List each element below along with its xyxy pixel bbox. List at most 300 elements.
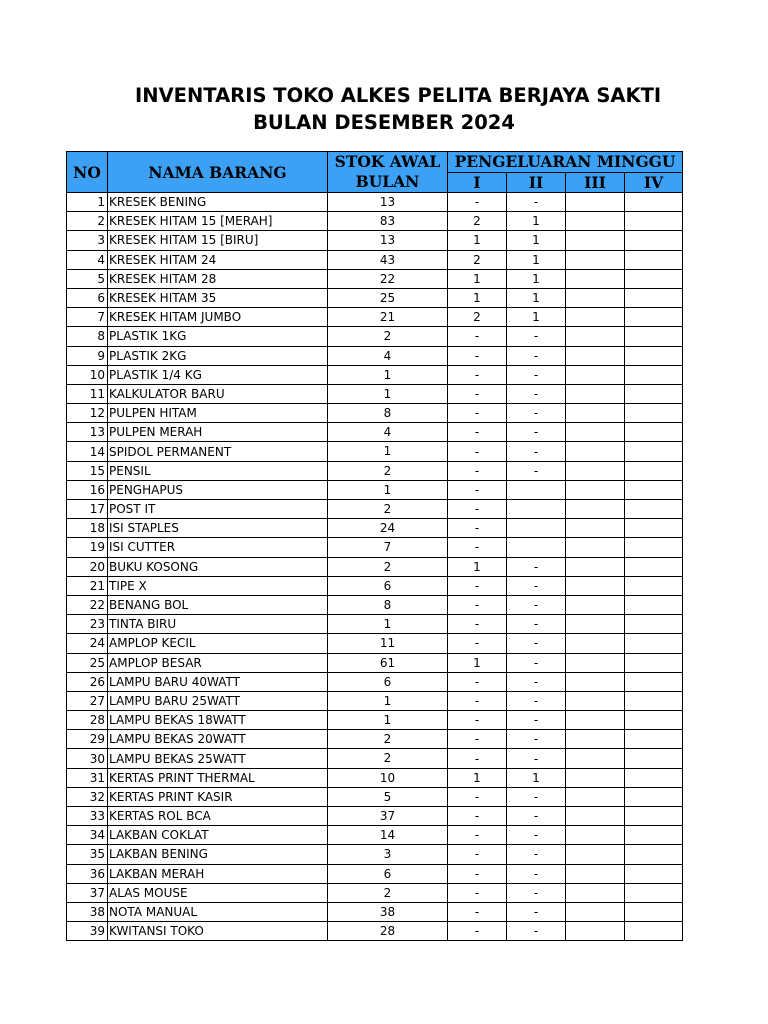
row-week-1: 2 — [448, 308, 507, 327]
row-week-3 — [566, 749, 625, 768]
row-week-1: 2 — [448, 250, 507, 269]
row-week-4 — [625, 404, 683, 423]
table-row — [67, 500, 683, 519]
row-name: PENGHAPUS — [108, 480, 328, 499]
row-stok: 2 — [328, 461, 448, 480]
row-stok: 14 — [328, 826, 448, 845]
row-week-4 — [625, 193, 683, 212]
row-week-3 — [566, 288, 625, 307]
table-row — [67, 787, 683, 806]
row-stok: 13 — [328, 193, 448, 212]
table-row — [67, 922, 683, 941]
row-no: 18 — [67, 519, 108, 538]
row-week-1: - — [448, 902, 507, 921]
row-no: 38 — [67, 902, 108, 921]
table-row — [67, 883, 683, 902]
row-name: SPIDOL PERMANENT — [108, 442, 328, 461]
row-week-3 — [566, 519, 625, 538]
row-no: 7 — [67, 308, 108, 327]
row-week-1: - — [448, 461, 507, 480]
row-week-3 — [566, 826, 625, 845]
row-name: LAMPU BEKAS 20WATT — [108, 730, 328, 749]
row-week-3 — [566, 461, 625, 480]
row-week-4 — [625, 557, 683, 576]
row-week-1: - — [448, 346, 507, 365]
row-week-2: 1 — [507, 212, 566, 231]
row-no: 27 — [67, 691, 108, 710]
row-stok: 4 — [328, 346, 448, 365]
row-name: BENANG BOL — [108, 595, 328, 614]
row-week-1: - — [448, 787, 507, 806]
header-nama-barang: NAMA BARANG — [108, 152, 328, 193]
row-stok: 2 — [328, 749, 448, 768]
row-stok: 38 — [328, 902, 448, 921]
table-body — [67, 193, 683, 941]
row-stok: 1 — [328, 384, 448, 403]
row-week-2: 1 — [507, 308, 566, 327]
row-no: 33 — [67, 807, 108, 826]
row-stok: 1 — [328, 480, 448, 499]
row-week-3 — [566, 231, 625, 250]
row-week-1: 2 — [448, 212, 507, 231]
row-week-2 — [507, 519, 566, 538]
row-week-1: - — [448, 711, 507, 730]
row-week-1: - — [448, 826, 507, 845]
row-stok: 8 — [328, 404, 448, 423]
row-stok: 21 — [328, 308, 448, 327]
row-week-2: - — [507, 634, 566, 653]
row-week-3 — [566, 615, 625, 634]
row-week-4 — [625, 845, 683, 864]
row-week-1: - — [448, 864, 507, 883]
row-name: PLASTIK 1KG — [108, 327, 328, 346]
row-no: 34 — [67, 826, 108, 845]
row-no: 8 — [67, 327, 108, 346]
row-week-4 — [625, 787, 683, 806]
row-week-1: - — [448, 538, 507, 557]
row-week-2: - — [507, 807, 566, 826]
row-week-1: - — [448, 519, 507, 538]
row-week-4 — [625, 308, 683, 327]
row-week-4 — [625, 365, 683, 384]
row-stok: 24 — [328, 519, 448, 538]
row-week-2: - — [507, 442, 566, 461]
row-no: 28 — [67, 711, 108, 730]
row-no: 13 — [67, 423, 108, 442]
row-week-1: - — [448, 730, 507, 749]
row-week-1: - — [448, 404, 507, 423]
row-name: POST IT — [108, 500, 328, 519]
table-row — [67, 193, 683, 212]
row-week-1: - — [448, 615, 507, 634]
table-row — [67, 845, 683, 864]
row-week-1: - — [448, 193, 507, 212]
row-week-3 — [566, 691, 625, 710]
row-no: 11 — [67, 384, 108, 403]
row-stok: 8 — [328, 595, 448, 614]
row-week-4 — [625, 768, 683, 787]
row-no: 9 — [67, 346, 108, 365]
table-row — [67, 269, 683, 288]
row-week-2: - — [507, 902, 566, 921]
row-no: 35 — [67, 845, 108, 864]
row-week-2 — [507, 480, 566, 499]
row-no: 39 — [67, 922, 108, 941]
row-week-4 — [625, 327, 683, 346]
row-name: KERTAS ROL BCA — [108, 807, 328, 826]
title-line-1-clip — [0, 82, 681, 109]
row-week-4 — [625, 231, 683, 250]
row-week-3 — [566, 557, 625, 576]
row-week-1: 1 — [448, 288, 507, 307]
row-no: 23 — [67, 615, 108, 634]
table-row — [67, 864, 683, 883]
row-stok: 11 — [328, 634, 448, 653]
row-stok: 13 — [328, 231, 448, 250]
row-week-2: - — [507, 883, 566, 902]
row-week-4 — [625, 346, 683, 365]
row-week-3 — [566, 250, 625, 269]
row-no: 3 — [67, 231, 108, 250]
row-week-1: - — [448, 480, 507, 499]
row-week-3 — [566, 845, 625, 864]
table-row — [67, 519, 683, 538]
row-week-1: 1 — [448, 231, 507, 250]
row-week-1: - — [448, 922, 507, 941]
row-week-2: - — [507, 384, 566, 403]
table-row — [67, 653, 683, 672]
header-week-3: III — [566, 172, 625, 193]
row-name: KWITANSI TOKO — [108, 922, 328, 941]
row-no: 6 — [67, 288, 108, 307]
row-name: LAMPU BEKAS 25WATT — [108, 749, 328, 768]
header-no: NO — [67, 152, 108, 193]
row-stok: 28 — [328, 922, 448, 941]
header-week-2: II — [507, 172, 566, 193]
row-week-3 — [566, 538, 625, 557]
row-name: AMPLOP KECIL — [108, 634, 328, 653]
row-week-4 — [625, 461, 683, 480]
row-name: TIPE X — [108, 576, 328, 595]
row-week-2: - — [507, 615, 566, 634]
row-no: 2 — [67, 212, 108, 231]
row-week-3 — [566, 308, 625, 327]
row-week-3 — [566, 269, 625, 288]
row-week-3 — [566, 404, 625, 423]
row-stok: 43 — [328, 250, 448, 269]
row-name: PLASTIK 2KG — [108, 346, 328, 365]
row-name: NOTA MANUAL — [108, 902, 328, 921]
row-stok: 6 — [328, 864, 448, 883]
row-week-2: - — [507, 749, 566, 768]
table-row — [67, 212, 683, 231]
row-name: PULPEN MERAH — [108, 423, 328, 442]
row-week-4 — [625, 500, 683, 519]
row-no: 30 — [67, 749, 108, 768]
row-no: 31 — [67, 768, 108, 787]
row-week-4 — [625, 480, 683, 499]
row-week-2: 1 — [507, 250, 566, 269]
header-pengeluaran: PENGELUARAN MINGGU — [448, 152, 683, 173]
row-name: PULPEN HITAM — [108, 404, 328, 423]
header-stok-awal-line2: BULAN — [355, 172, 420, 191]
row-no: 20 — [67, 557, 108, 576]
row-week-3 — [566, 768, 625, 787]
row-week-1: - — [448, 845, 507, 864]
row-stok: 37 — [328, 807, 448, 826]
row-week-4 — [625, 423, 683, 442]
row-week-1: - — [448, 807, 507, 826]
row-week-4 — [625, 749, 683, 768]
row-week-3 — [566, 672, 625, 691]
row-week-4 — [625, 672, 683, 691]
row-week-2: - — [507, 346, 566, 365]
row-no: 5 — [67, 269, 108, 288]
table-row — [67, 346, 683, 365]
row-week-3 — [566, 480, 625, 499]
row-week-4 — [625, 711, 683, 730]
row-week-4 — [625, 269, 683, 288]
table-row — [67, 365, 683, 384]
row-name: ISI CUTTER — [108, 538, 328, 557]
row-no: 22 — [67, 595, 108, 614]
row-name: LAMPU BARU 25WATT — [108, 691, 328, 710]
row-week-2: - — [507, 730, 566, 749]
row-name: BUKU KOSONG — [108, 557, 328, 576]
row-week-3 — [566, 883, 625, 902]
row-week-4 — [625, 730, 683, 749]
row-week-2: 1 — [507, 768, 566, 787]
row-week-2: - — [507, 404, 566, 423]
table-row — [67, 288, 683, 307]
table-row — [67, 461, 683, 480]
row-name: KRESEK HITAM JUMBO — [108, 308, 328, 327]
row-week-1: - — [448, 883, 507, 902]
row-week-1: - — [448, 500, 507, 519]
row-week-2: - — [507, 672, 566, 691]
row-week-4 — [625, 384, 683, 403]
row-stok: 6 — [328, 672, 448, 691]
row-week-3 — [566, 365, 625, 384]
row-week-2 — [507, 538, 566, 557]
row-week-3 — [566, 634, 625, 653]
row-week-4 — [625, 519, 683, 538]
row-week-4 — [625, 864, 683, 883]
row-week-2: - — [507, 922, 566, 941]
row-stok: 1 — [328, 365, 448, 384]
row-stok: 7 — [328, 538, 448, 557]
row-week-4 — [625, 538, 683, 557]
row-no: 29 — [67, 730, 108, 749]
table-row — [67, 557, 683, 576]
row-week-4 — [625, 288, 683, 307]
row-stok: 1 — [328, 615, 448, 634]
row-week-2: 1 — [507, 288, 566, 307]
row-week-2: - — [507, 653, 566, 672]
row-no: 32 — [67, 787, 108, 806]
row-no: 1 — [67, 193, 108, 212]
row-week-4 — [625, 595, 683, 614]
row-week-4 — [625, 922, 683, 941]
row-week-1: - — [448, 595, 507, 614]
row-week-2: - — [507, 557, 566, 576]
row-name: KALKULATOR BARU — [108, 384, 328, 403]
row-week-3 — [566, 212, 625, 231]
row-week-3 — [566, 595, 625, 614]
row-week-1: - — [448, 327, 507, 346]
row-week-3 — [566, 902, 625, 921]
row-week-4 — [625, 826, 683, 845]
table-row — [67, 672, 683, 691]
row-no: 4 — [67, 250, 108, 269]
row-no: 10 — [67, 365, 108, 384]
table-row — [67, 442, 683, 461]
row-name: AMPLOP BESAR — [108, 653, 328, 672]
row-week-1: - — [448, 423, 507, 442]
row-no: 36 — [67, 864, 108, 883]
table-row — [67, 576, 683, 595]
table-row — [67, 595, 683, 614]
row-stok: 4 — [328, 423, 448, 442]
header-stok-awal-line1: STOK AWAL — [334, 152, 441, 171]
row-week-1: 1 — [448, 768, 507, 787]
row-week-3 — [566, 730, 625, 749]
row-name: LAMPU BARU 40WATT — [108, 672, 328, 691]
row-no: 24 — [67, 634, 108, 653]
row-week-4 — [625, 883, 683, 902]
row-week-3 — [566, 787, 625, 806]
row-week-3 — [566, 442, 625, 461]
row-name: PENSIL — [108, 461, 328, 480]
row-stok: 1 — [328, 691, 448, 710]
row-name: KRESEK HITAM 24 — [108, 250, 328, 269]
row-week-2: - — [507, 845, 566, 864]
row-week-4 — [625, 442, 683, 461]
header-week-1: I — [448, 172, 507, 193]
row-name: TINTA BIRU — [108, 615, 328, 634]
row-name: KRESEK HITAM 28 — [108, 269, 328, 288]
row-week-2: - — [507, 787, 566, 806]
table-row — [67, 711, 683, 730]
row-week-3 — [566, 922, 625, 941]
row-no: 21 — [67, 576, 108, 595]
row-week-1: 1 — [448, 653, 507, 672]
row-name: LAKBAN BENING — [108, 845, 328, 864]
row-week-3 — [566, 653, 625, 672]
table-row — [67, 231, 683, 250]
row-stok: 2 — [328, 883, 448, 902]
row-week-2: - — [507, 864, 566, 883]
row-week-4 — [625, 576, 683, 595]
table-row — [67, 691, 683, 710]
row-week-3 — [566, 711, 625, 730]
table-row — [67, 902, 683, 921]
row-week-4 — [625, 615, 683, 634]
row-name: LAKBAN MERAH — [108, 864, 328, 883]
row-stok: 1 — [328, 442, 448, 461]
row-name: LAMPU BEKAS 18WATT — [108, 711, 328, 730]
page-title: INVENTARIS TOKO ALKES PELITA BERJAYA SAKTI — [135, 84, 662, 107]
row-week-1: - — [448, 634, 507, 653]
row-no: 17 — [67, 500, 108, 519]
row-week-4 — [625, 902, 683, 921]
row-stok: 2 — [328, 327, 448, 346]
row-name: KERTAS PRINT THERMAL — [108, 768, 328, 787]
table-row — [67, 538, 683, 557]
row-week-2: 1 — [507, 269, 566, 288]
row-week-4 — [625, 691, 683, 710]
row-no: 15 — [67, 461, 108, 480]
row-week-1: - — [448, 691, 507, 710]
header-stok-awal — [328, 152, 448, 193]
row-name: KRESEK HITAM 15 [MERAH] — [108, 212, 328, 231]
row-name: ISI STAPLES — [108, 519, 328, 538]
table-row — [67, 730, 683, 749]
row-week-4 — [625, 634, 683, 653]
row-name: PLASTIK 1/4 KG — [108, 365, 328, 384]
row-name: KRESEK BENING — [108, 193, 328, 212]
row-week-3 — [566, 423, 625, 442]
row-no: 16 — [67, 480, 108, 499]
row-no: 12 — [67, 404, 108, 423]
row-no: 19 — [67, 538, 108, 557]
row-stok: 6 — [328, 576, 448, 595]
row-stok: 2 — [328, 730, 448, 749]
row-stok: 25 — [328, 288, 448, 307]
header-week-4: IV — [625, 172, 683, 193]
row-week-1: - — [448, 672, 507, 691]
table-row — [67, 404, 683, 423]
row-stok: 83 — [328, 212, 448, 231]
table-row — [67, 807, 683, 826]
row-name: LAKBAN COKLAT — [108, 826, 328, 845]
row-week-2: - — [507, 423, 566, 442]
row-week-1: - — [448, 365, 507, 384]
row-week-1: 1 — [448, 557, 507, 576]
table-header — [67, 152, 683, 193]
row-week-2: - — [507, 193, 566, 212]
row-week-4 — [625, 807, 683, 826]
row-week-4 — [625, 212, 683, 231]
table-row — [67, 615, 683, 634]
row-week-1: 1 — [448, 269, 507, 288]
row-stok: 10 — [328, 768, 448, 787]
row-no: 14 — [67, 442, 108, 461]
row-no: 25 — [67, 653, 108, 672]
row-week-4 — [625, 250, 683, 269]
row-week-2: 1 — [507, 231, 566, 250]
row-week-4 — [625, 653, 683, 672]
row-week-2: - — [507, 327, 566, 346]
row-week-2: - — [507, 826, 566, 845]
row-week-2: - — [507, 595, 566, 614]
row-name: KRESEK HITAM 15 [BIRU] — [108, 231, 328, 250]
row-name: KRESEK HITAM 35 — [108, 288, 328, 307]
row-stok: 22 — [328, 269, 448, 288]
row-stok: 2 — [328, 500, 448, 519]
row-no: 26 — [67, 672, 108, 691]
row-week-1: - — [448, 384, 507, 403]
row-week-3 — [566, 864, 625, 883]
row-week-3 — [566, 193, 625, 212]
table-row — [67, 749, 683, 768]
row-stok: 61 — [328, 653, 448, 672]
row-name: ALAS MOUSE — [108, 883, 328, 902]
row-week-3 — [566, 500, 625, 519]
row-week-2: - — [507, 711, 566, 730]
row-week-2: - — [507, 691, 566, 710]
row-week-2: - — [507, 576, 566, 595]
